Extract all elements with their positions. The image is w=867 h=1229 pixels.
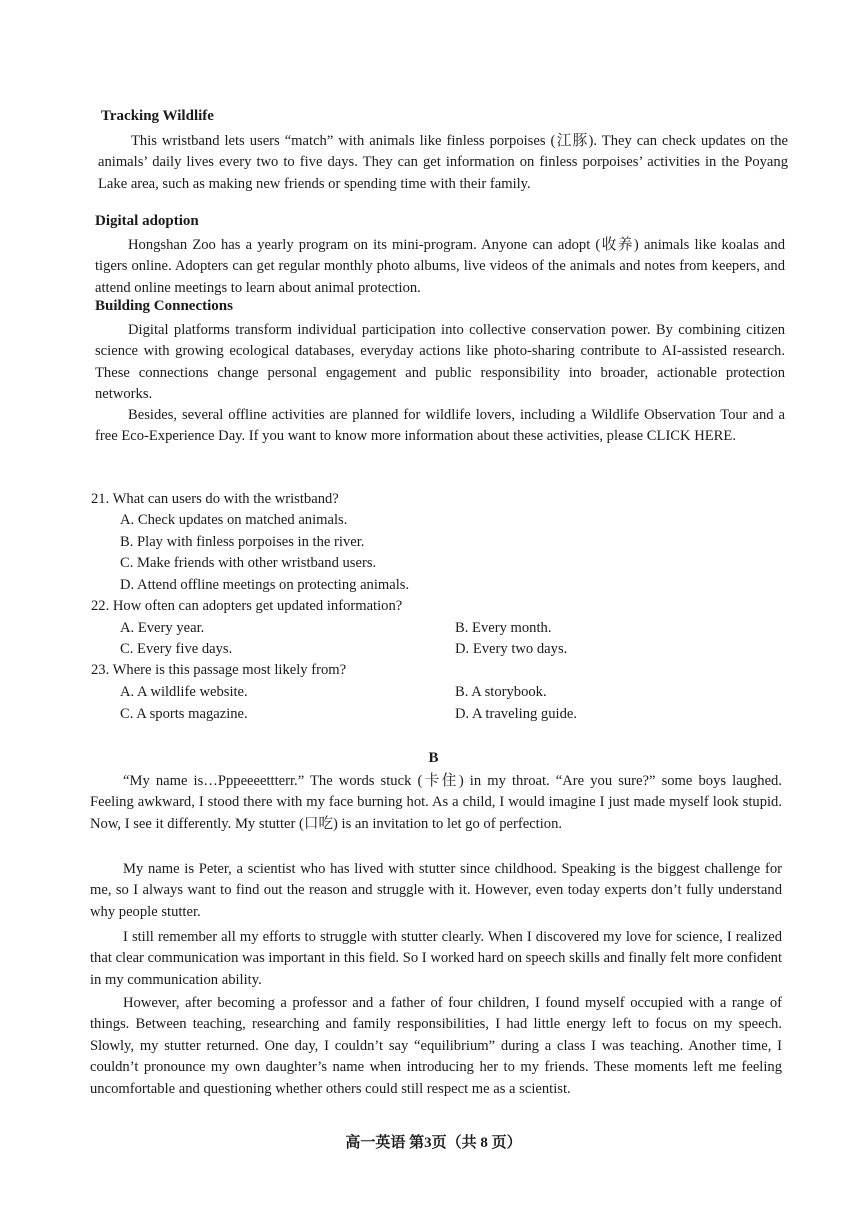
option-23c: C. A sports magazine. (120, 706, 248, 722)
paragraph-b1: “My name is…Pppeeeettterr.” The words stuck (卡住) in my throat. “Are you sure?” some boys laughed. Feeling awkward, I stood there with my face burning hot. As a child, I would imagine I just made myself look stupid. Now, I see it differently. My stutter (口吃) is an invitation to let go of perfection. (90, 773, 782, 832)
paragraph-b2: My name is Peter, a scientist who has lived with stutter since childhood. Speaking is the biggest challenge for me, so I always want to find out the reason and struggle with it. However, even today experts don’t fully understand why people stutter. (90, 861, 782, 920)
question-22: 22. How often can adopters get updated information? (91, 598, 403, 614)
question-21: 21. What can users do with the wristband? (91, 491, 339, 507)
heading-digital-adoption: Digital adoption (95, 213, 199, 229)
option-22d: D. Every two days. (455, 641, 568, 657)
option-22c: C. Every five days. (120, 641, 233, 657)
option-21a: A. Check updates on matched animals. (120, 512, 348, 528)
question-23: 23. Where is this passage most likely from? (91, 662, 347, 678)
option-21b: B. Play with finless porpoises in the river. (120, 534, 365, 550)
option-22b: B. Every month. (455, 620, 552, 636)
option-22a: A. Every year. (120, 620, 205, 636)
option-23b: B. A storybook. (455, 684, 547, 700)
option-23a: A. A wildlife website. (120, 684, 248, 700)
paragraph-b3: I still remember all my efforts to struggle with stutter clearly. When I discovered my love for science, I realized that clear communication was important in this field. So I worked hard on speech skills and finally felt more confident in my communication ability. (90, 929, 782, 988)
paragraph-offline-activities: Besides, several offline activities are planned for wildlife lovers, including a Wildlife Observation Tour and a free Eco-Experience Day. If you want to know more information about these activities, please CLICK HERE. (95, 407, 785, 445)
section-b-label: B (428, 750, 439, 766)
paragraph-building-connections: Digital platforms transform individual participation into collective conservation power. By combining citizen science with growing ecological databases, everyday actions like photo-sharing contribute to AI-assisted research. These connections change personal engagement and public responsibility into broader, actionable protection networks. (95, 322, 785, 403)
option-23d: D. A traveling guide. (455, 706, 578, 722)
option-21c: C. Make friends with other wristband users. (120, 555, 377, 571)
paragraph-digital-adoption: Hongshan Zoo has a yearly program on its mini-program. Anyone can adopt (收养) animals like koalas and tigers online. Adopters can get regular monthly photo albums, live videos of the animals and notes from keepers, and attend online meetings to learn about animal protection. (95, 237, 785, 296)
paragraph-tracking-wildlife: This wristband lets users “match” with animals like finless porpoises (江豚). They can check updates on the animals’ daily lives every two to five days. They can get information on finless porpoises’ activities in the Poyang Lake area, such as making new friends or spending time with their family. (98, 133, 788, 192)
heading-building-connections: Building Connections (95, 298, 233, 314)
page-footer: 高一英语 第3页（共 8 页） (345, 1135, 522, 1151)
option-21d: D. Attend offline meetings on protecting animals. (120, 577, 410, 593)
paragraph-b4: However, after becoming a professor and a father of four children, I found myself occupied with a range of things. Between teaching, researching and family responsibilities, I had little energy left to focus on my speech. Slowly, my stutter returned. One day, I couldn’t say “equilibrium” during a class I was teaching. Another time, I couldn’t pronounce my own daughter’s name when introducing her to my friends. These moments left me feeling uncomfortable and questioning whether others could still respect me as a scientist. (90, 995, 782, 1097)
heading-tracking-wildlife: Tracking Wildlife (101, 108, 214, 124)
